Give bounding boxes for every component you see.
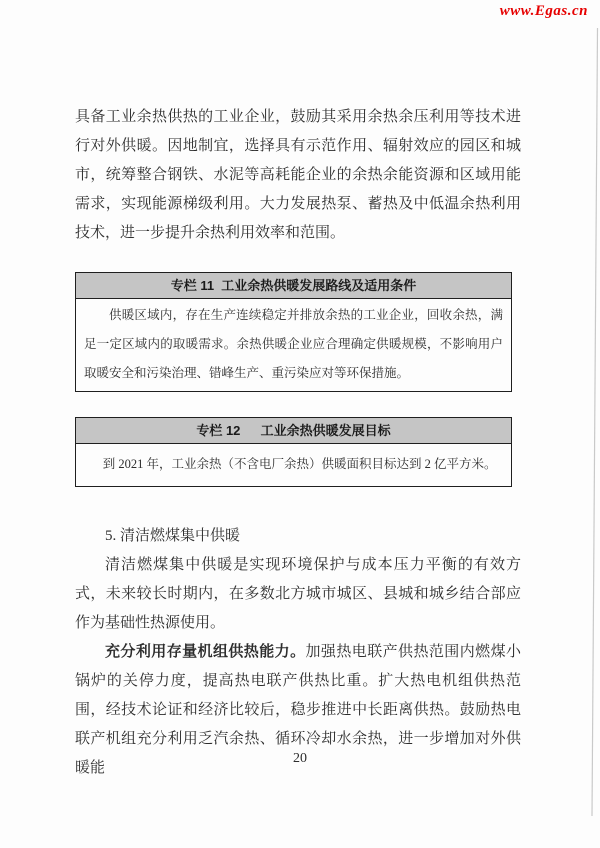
page-body (75, 103, 521, 783)
body-paragraph-1: 具备工业余热供热的工业企业，鼓励其采用余热余压利用等技术进行对外供暖。因地制宜，选择具有示范作用、辐射效应的园区和城市，统筹整合钢铁、水泥等高耗能企业的余热余能资源和区域用能需求，实现能源梯级利用。大力发展热泵、蓄热及中低温余热利用技术，进一步提升余热利用效率和范围。 (75, 109, 521, 241)
callout-box-12-header: 专栏 12 工业余热供暖发展目标 (76, 418, 511, 444)
callout-box-12-body: 到 2021 年，工业余热（不含电厂余热）供暖面积目标达到 2 亿平方米。 (102, 457, 497, 471)
callout-box-11-body: 供暖区域内，存在生产连续稳定并排放余热的工业企业，回收余热，满足一定区域内的取暖需求。余热供暖企业应合理确定供暖规模，不影响用户取暖安全和污染治理、错峰生产、重污染应对等环保措施。 (84, 308, 503, 380)
callout-box-11-header: 专栏 11 工业余热供暖发展路线及适用条件 (76, 273, 511, 299)
page-number: 20 (293, 751, 307, 766)
callout-box-12 (75, 417, 512, 487)
section-heading-5: 5. 清洁燃煤集中供暖 (105, 528, 241, 544)
body-paragraph-2: 清洁燃煤集中供暖是实现环境保护与成本压力平衡的有效方式，未来较长时期内，在多数北方城市城区、县城和城乡结合部应作为基础性热源使用。 (75, 557, 521, 631)
paragraph-3-lead: 充分利用存量机组供热能力。 (105, 644, 306, 660)
watermark-text: www.Egas.cn (499, 3, 588, 19)
paragraph-3-rest: 加强热电联产供热范围内燃煤小锅炉的关停力度，提高热电联产供热比重。扩大热电机组供热范围，经技术论证和经济比较后，稳步推进中长距离供热。鼓励热电联产机组充分利用乏汽余热、循环冷却水余热，进一步增加对外供暖能 (75, 644, 521, 776)
callout-box-11 (75, 272, 512, 392)
